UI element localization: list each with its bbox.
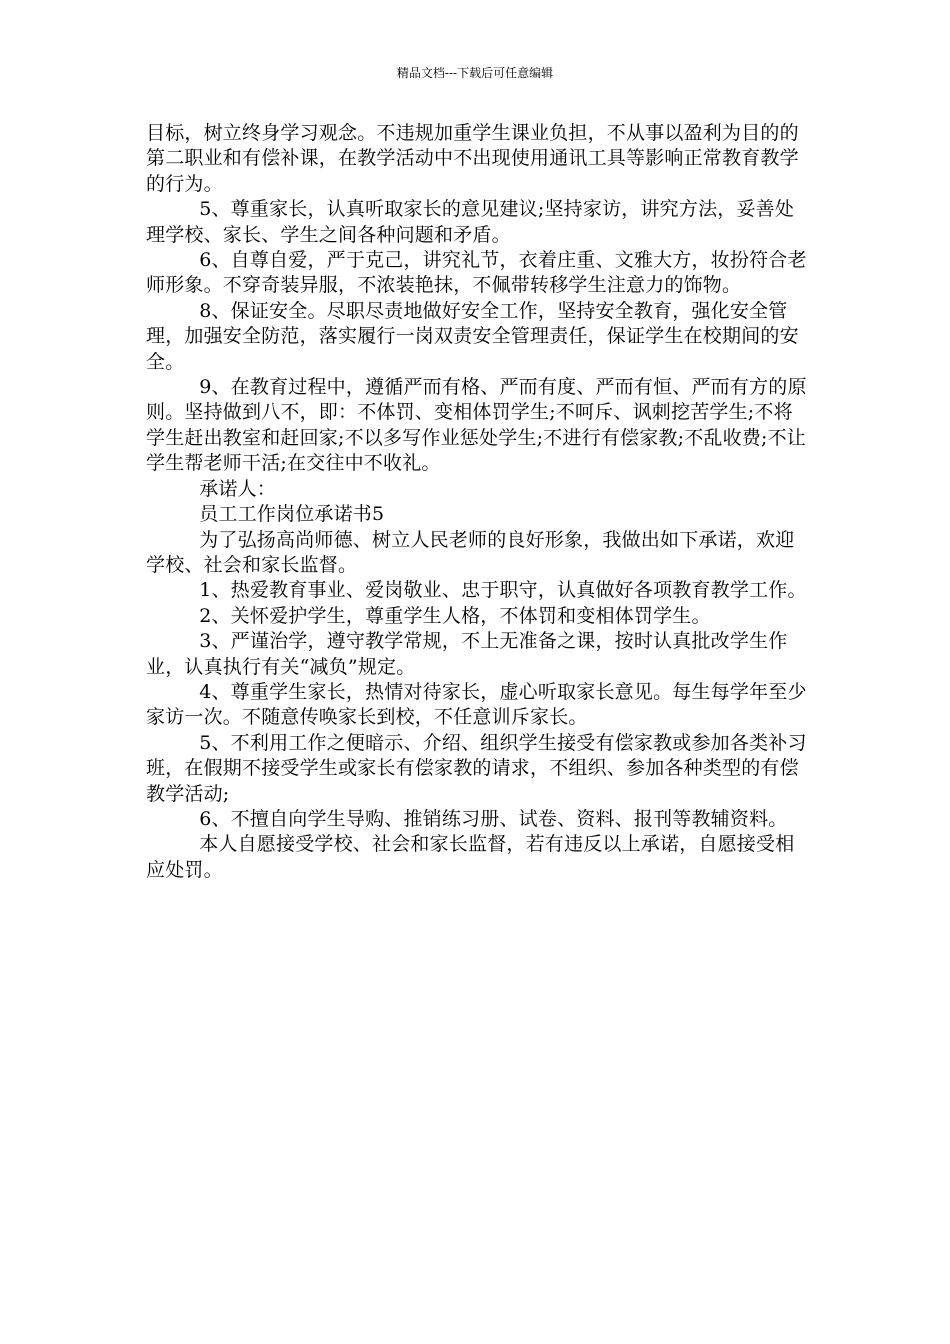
section-title: 员工工作岗位承诺书5 bbox=[199, 503, 385, 526]
paragraph: 5、不利用工作之便暗示、介绍、组织学生接受有偿家教或参加各类补习班，在假期不接受学生或家长有偿家教的请求，不组织、参加各种类型的有偿教学活动; bbox=[146, 731, 807, 805]
paragraph: 本人自愿接受学校、社会和家长监督，若有违反以上承诺，自愿接受相应处罚。 bbox=[146, 833, 795, 881]
paragraph: 4、尊重学生家长，热情对待家长，虚心听取家长意见。每生每学年至少家访一次。不随意传唤家长到校，不任意训斥家长。 bbox=[146, 680, 807, 729]
document-body bbox=[146, 121, 810, 883]
paragraph: 5、尊重家长，认真听取家长的意见建议;坚持家访，讲究方法，妥善处理学校、家长、学生之间各种问题和矛盾。 bbox=[146, 198, 795, 246]
signature-line: 承诺人： bbox=[199, 477, 276, 500]
paragraph: 9、在教育过程中，遵循严而有格、严而有度、严而有恒、严而有方的原则。坚持做到八不，即：不体罚、变相体罚学生;不呵斥、讽刺挖苦学生;不将学生赶出教室和赶回家;不以多写作业惩处学生;不进行有偿家教;不乱收费;不让学生帮老师干活;在交往中不收礼。 bbox=[146, 376, 807, 475]
page-header: 精品文档---下载后可任意编辑 bbox=[396, 66, 554, 80]
paragraph: 为了弘扬高尚师德、树立人民老师的良好形象，我做出如下承诺，欢迎学校、社会和家长监督。 bbox=[146, 528, 795, 576]
paragraph: 3、严谨治学，遵守教学常规，不上无准备之课，按时认真批改学生作业，认真执行有关“减负”规定。 bbox=[146, 630, 788, 678]
paragraph: 8、保证安全。尽职尽责地做好安全工作，坚持安全教育，强化安全管理，加强安全防范，落实履行一岗双责安全管理责任，保证学生在校期间的安全。 bbox=[146, 299, 799, 373]
paragraph: 目标，树立终身学习观念。不违规加重学生课业负担，不从事以盈利为目的的第二职业和有偿补课，在教学活动中不出现使用通讯工具等影响正常教育教学的行为。 bbox=[146, 122, 799, 195]
paragraph: 6、不擅自向学生导购、推销练习册、试卷、资料、报刊等教辅资料。 bbox=[199, 807, 788, 830]
paragraph: 2、关怀爱护学生，尊重学生人格，不体罚和变相体罚学生。 bbox=[199, 604, 711, 627]
paragraph: 6、自尊自爱，严于克己，讲究礼节，衣着庄重、文雅大方，妆扮符合老师形象。不穿奇装异服，不浓装艳抹，不佩带转移学生注意力的饰物。 bbox=[146, 249, 807, 297]
paragraph: 1、热爱教育事业、爱岗敬业、忠于职守，认真做好各项教育教学工作。 bbox=[199, 579, 807, 602]
